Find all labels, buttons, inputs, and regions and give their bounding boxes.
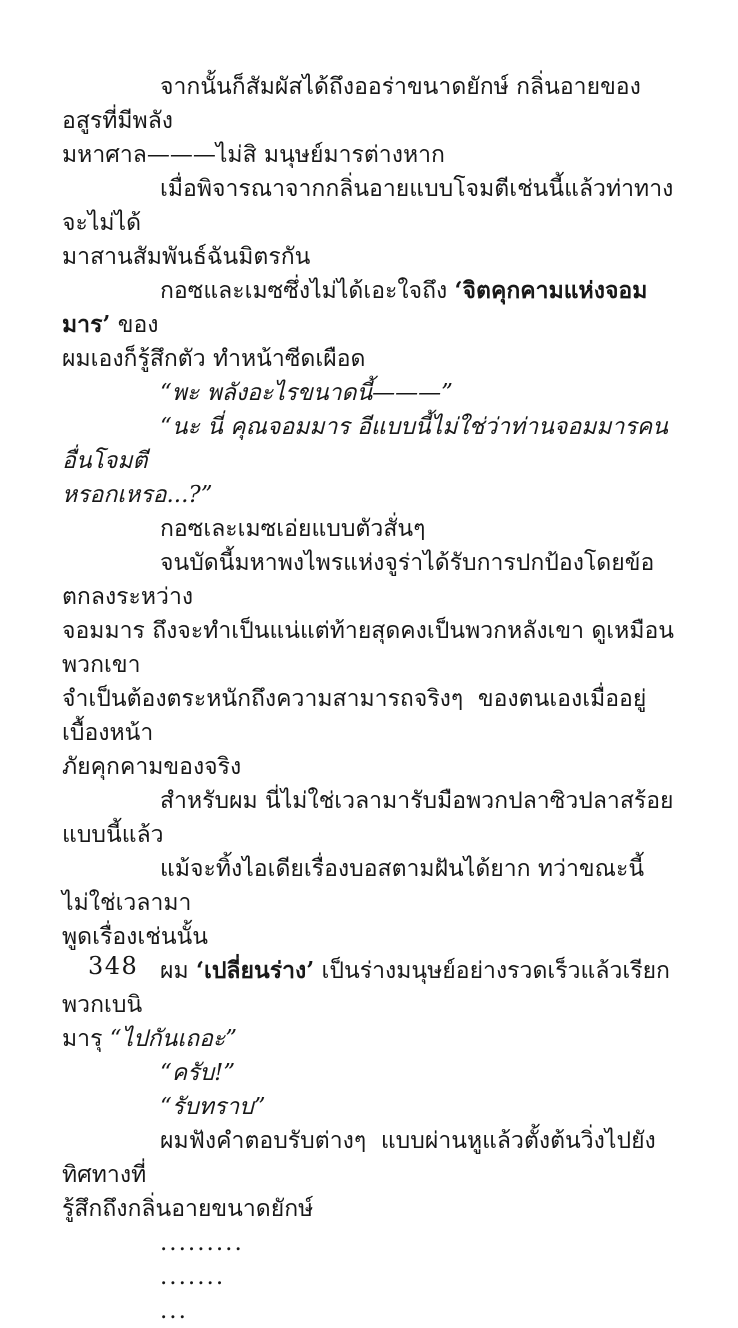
ellipsis-line [62, 1294, 680, 1328]
text-segment: กอซเละเมซเอ่ยแบบตัวสั่นๆ [160, 516, 426, 542]
paragraph [62, 1090, 680, 1124]
text-segment: รู้สึกถึงกลิ่นอายขนาดยักษ์ [62, 1196, 314, 1222]
text-segment: จำเป็นต้องตระหนักถึงความสามารถจริงๆ ของตนเองเมื่ออยู่เบื้องหน้า [62, 686, 647, 746]
paragraph [62, 784, 680, 852]
text-segment: จนบัดนี้มหาพงไพรแห่งจูร่าได้รับการปกป้องโดยข้อตกลงระหว่าง [62, 550, 655, 610]
text-segment: มารุ [62, 1026, 110, 1052]
text-segment: เป็นร่างมนุษย์อย่างรวดเร็วแล้วเรียกพวกเบนิ [62, 958, 670, 1018]
text-segment: จากนั้นก็สัมผัสได้ถึงออร่าขนาดยักษ์ กลิ่นอายของอสูรที่มีพลัง [62, 74, 641, 134]
dialogue-text: หรอกเหรอ...?” [62, 482, 213, 508]
ellipsis-line [62, 1226, 680, 1260]
paragraph [62, 1056, 680, 1090]
paragraph [62, 376, 680, 410]
page-text [62, 70, 680, 1328]
text-segment: พูดเรื่องเช่นนั้น [62, 924, 208, 950]
dialogue-text: “ไปกันเถอะ” [109, 1026, 238, 1052]
text-segment: ผม [160, 958, 196, 984]
text-segment: จอมมาร ถึงจะทำเป็นแน่แต่ท้ายสุดคงเป็นพวกหลังเขา ดูเหมือนพวกเขา [62, 618, 675, 678]
text-segment: ผมเองก็รู้สึกตัว ทำหน้าซีดเผือด [62, 346, 366, 372]
text-segment: มหาศาล———ไม่สิ มนุษย์มารต่างหาก [62, 142, 445, 168]
paragraph [62, 852, 680, 954]
paragraph [62, 274, 680, 376]
text-segment: ผมฟังคำตอบรับต่างๆ แบบผ่านหูแล้วตั้งต้นวิ่งไปยังทิศทางที่ [62, 1128, 656, 1188]
text-segment: สำหรับผม นี่ไม่ใช่เวลามารับมือพวกปลาซิวปลาสร้อยแบบนี้แล้ว [62, 788, 674, 848]
text-segment: ... [160, 1298, 188, 1324]
text-segment: มาสานสัมพันธ์ฉันมิตรกัน [62, 244, 311, 270]
text-segment: กอซและเมซซึ่งไม่ได้เอะใจถึง [160, 278, 455, 304]
paragraph [62, 1124, 680, 1226]
paragraph [62, 172, 680, 274]
text-segment: เมื่อพิจารณาจากกลิ่นอายแบบโจมตีเช่นนี้แล้วท่าทางจะไม่ได้ [62, 176, 674, 236]
paragraph [62, 70, 680, 172]
paragraph [62, 954, 680, 1056]
dialogue-text: “นะ นี่ คุณจอมมาร อีแบบนี้ไม่ใช่ว่าท่านจอมมารคนอื่นโจมตี [62, 414, 668, 474]
dialogue-text: “ครับ!” [160, 1060, 236, 1086]
page-number: 348 [88, 952, 139, 980]
text-segment: ....... [160, 1264, 226, 1290]
text-segment: ของ [110, 312, 159, 338]
paragraph [62, 546, 680, 784]
dialogue-text: “พะ พลังอะไรขนาดนี้———” [160, 380, 453, 406]
emphasized-term: ‘เปลี่ยนร่าง’ [195, 957, 315, 984]
ellipsis-line [62, 1260, 680, 1294]
text-segment: ......... [160, 1230, 244, 1256]
dialogue-text: “รับทราบ” [160, 1094, 266, 1120]
emphasized-term: ‘จิตคุกคามแห่งจอมมาร’ [62, 277, 648, 338]
paragraph [62, 512, 680, 546]
paragraph [62, 410, 680, 512]
text-segment: ภัยคุกคามของจริง [62, 754, 242, 780]
text-segment: แม้จะทิ้งไอเดียเรื่องบอสตามฝันได้ยาก ทว่าขณะนี้ไม่ใช่เวลามา [62, 856, 645, 916]
